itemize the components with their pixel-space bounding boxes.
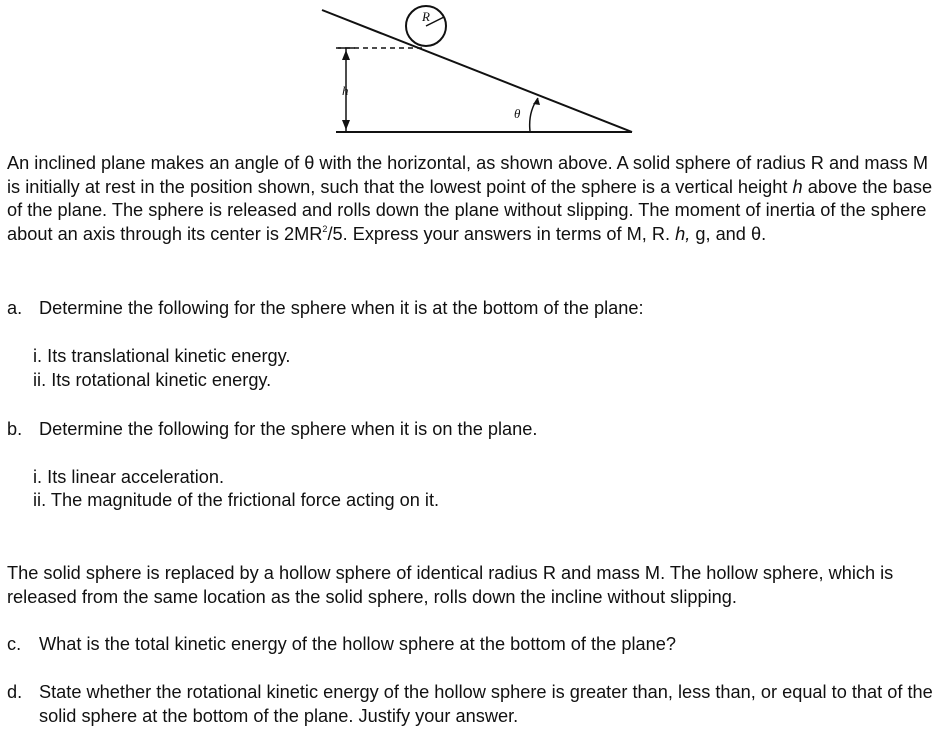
hollow-sphere-intro: The solid sphere is replaced by a hollow sphere of identical radius R and mass M. The hollow sphere, which is released from the same location as the solid sphere, rolls down the incline without slipping.	[7, 563, 894, 607]
subquestion-b-i: i. Its linear acceleration.	[33, 467, 225, 487]
problem-intro: An inclined plane makes an angle of θ with the horizontal, as shown above. A solid sphere of radius R and mass M is initially at rest in the position shown, such that the lowest point of the sphere is a vertical height h above the base of the plane. The sphere is released and rolls down the plane without slipping. The moment of inertia of the sphere about an axis through its center is $2MR^2/5$. Express your answers in terms of M, R. h, g, and θ.	[7, 153, 933, 244]
question-text: State whether the rotational kinetic energy of the hollow sphere is greater than, less than, or equal to that of the solid sphere at the bottom of the plane. Justify your answer.	[39, 682, 933, 726]
question-letter: c.	[7, 634, 22, 654]
incline-diagram	[0, 0, 945, 145]
question-text: What is the total kinetic energy of the hollow sphere at the bottom of the plane?	[39, 634, 676, 654]
height-label: h	[342, 83, 349, 98]
question-text: Determine the following for the sphere when it is at the bottom of the plane:	[39, 298, 644, 318]
subquestion-b-ii: ii. The magnitude of the frictional force acting on it.	[33, 490, 440, 510]
question-letter: d.	[7, 682, 23, 702]
question-text: Determine the following for the sphere when it is on the plane.	[39, 419, 538, 439]
question-letter: a.	[7, 298, 23, 318]
height-arrow-up	[342, 50, 350, 60]
incline-surface	[322, 10, 632, 132]
question-letter: b.	[7, 419, 23, 439]
radius-label: R	[422, 9, 430, 24]
subquestion-a-i: i. Its translational kinetic energy.	[33, 346, 291, 366]
angle-label: θ	[514, 106, 521, 121]
height-arrow-down	[342, 120, 350, 130]
subquestion-a-ii: ii. Its rotational kinetic energy.	[33, 370, 272, 390]
